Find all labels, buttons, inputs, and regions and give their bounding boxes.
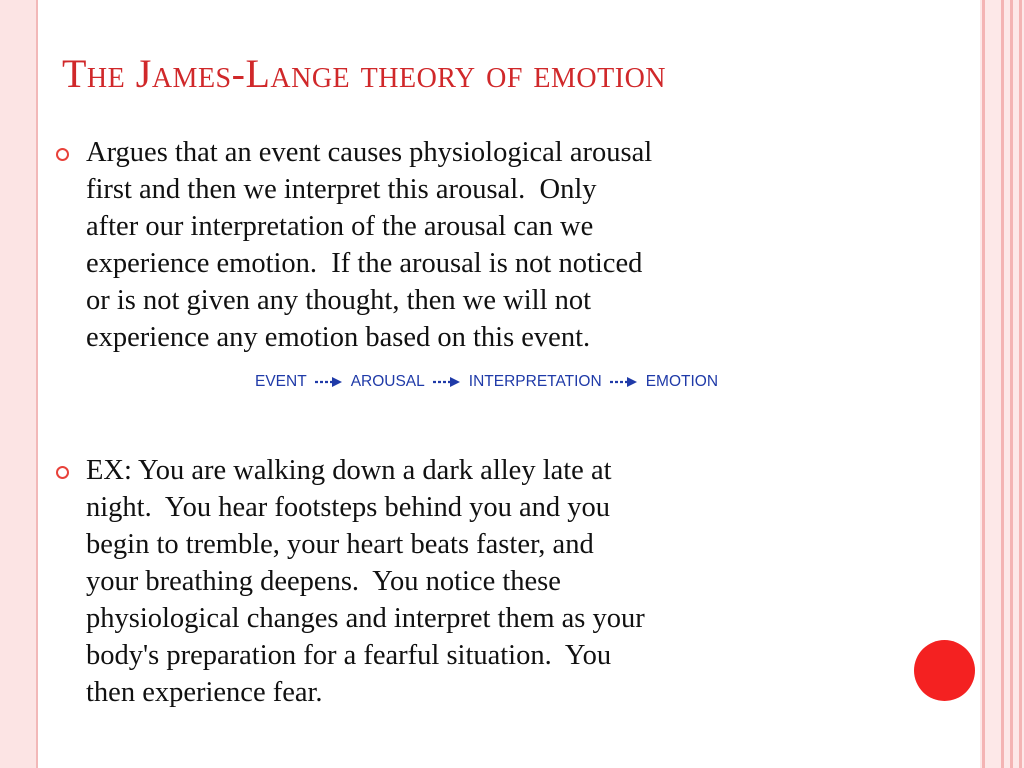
ring-bullet-icon xyxy=(56,148,69,161)
flow-step-interpretation: INTERPRETATION xyxy=(468,373,602,390)
bullet-1-line: or is not given any thought, then we will not xyxy=(86,285,592,316)
bullet-1-line: Argues that an event causes physiological arousal xyxy=(86,137,653,168)
process-flow xyxy=(255,373,718,391)
bullet-2-line: physiological changes and interpret them as your xyxy=(86,603,645,634)
flow-step-arousal: AROUSAL xyxy=(350,373,425,390)
bullet-1-line: experience emotion. If the arousal is not noticed xyxy=(86,248,643,279)
bullet-1-line: after our interpretation of the arousal can we xyxy=(86,211,594,242)
right-decorative-line xyxy=(1019,0,1022,768)
bullet-2-line: then experience fear. xyxy=(86,677,323,708)
bullet-1-line: first and then we interpret this arousal. Only xyxy=(86,174,597,205)
bullet-2-line: begin to tremble, your heart beats faster, and xyxy=(86,529,594,560)
left-decorative-rule xyxy=(36,0,38,768)
right-decorative-line xyxy=(1010,0,1013,768)
bullet-paragraph-2 xyxy=(86,452,886,711)
right-decorative-line xyxy=(982,0,985,768)
bullet-paragraph-1 xyxy=(86,134,886,356)
left-decorative-band xyxy=(0,0,36,768)
flow-step-emotion: EMOTION xyxy=(645,373,719,390)
dashed-arrow-icon xyxy=(433,376,461,388)
right-decorative-line xyxy=(1001,0,1004,768)
bullet-2-line: night. You hear footsteps behind you and you xyxy=(86,492,611,523)
slide-title: The James-Lange theory of emotion xyxy=(62,51,667,96)
bullet-1-line: experience any emotion based on this event. xyxy=(86,322,591,353)
dashed-arrow-icon xyxy=(610,376,638,388)
bullet-2-line: your breathing deepens. You notice these xyxy=(86,566,561,597)
bullet-2-line: body's preparation for a fearful situation. You xyxy=(86,640,612,671)
bullet-2-line: EX: You are walking down a dark alley late at xyxy=(86,455,612,486)
flow-step-event: EVENT xyxy=(255,373,307,390)
ring-bullet-icon xyxy=(56,466,69,479)
dashed-arrow-icon xyxy=(315,376,343,388)
decorative-red-circle xyxy=(914,640,975,701)
